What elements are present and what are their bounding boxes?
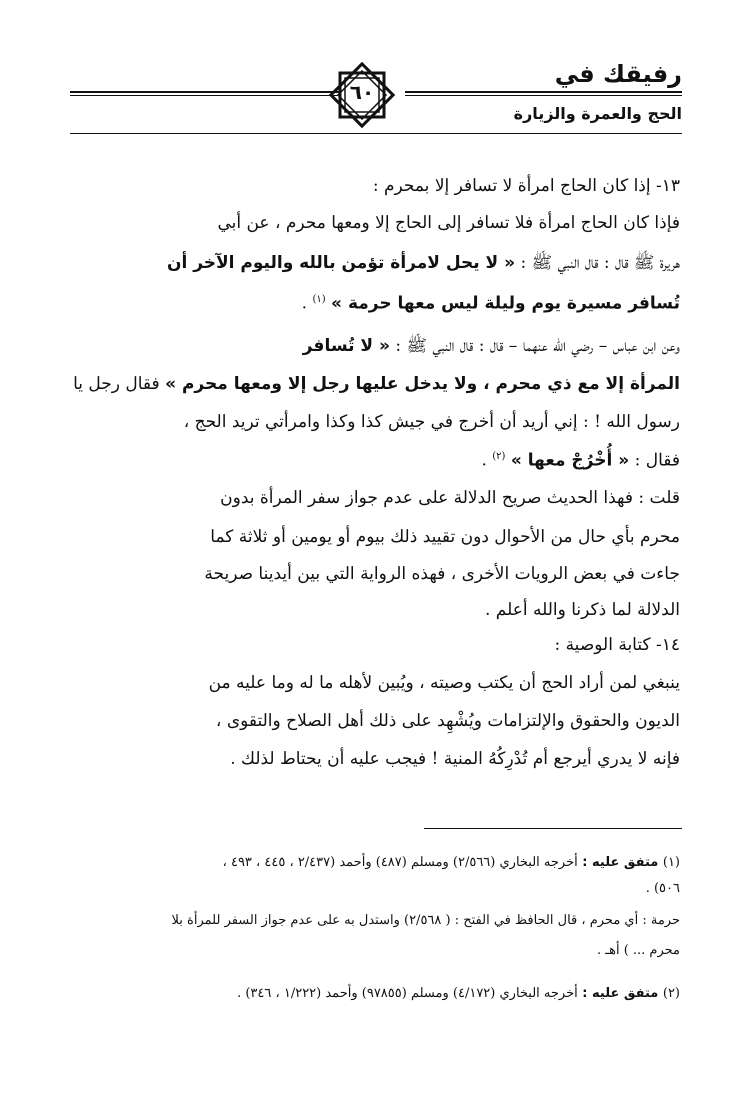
header-rule — [405, 95, 682, 96]
running-header-subtitle: الحج والعمرة والزيارة — [513, 104, 682, 123]
body-line — [303, 338, 680, 355]
footnote-ref: (٢) — [492, 451, 506, 462]
body-line — [167, 255, 680, 272]
body-line: قلت : فهذا الحديث صريح الدلالة على عدم جواز سفر المرأة بدون — [220, 488, 680, 508]
footnote-text: أخرجه البخاري (٢/٥٦٦) ومسلم (٤٨٧) وأحمد (٢/٤٣٧ ، ٤٤٥ ، ٤٩٣ ، — [222, 855, 578, 870]
body-line: رسول الله ! : إني أريد أن أخرج في جيش كذا وكذا وامرأتي تريد الحج ، — [183, 412, 680, 432]
footnote: ٥٠٦) . — [645, 881, 680, 896]
footnote-number: (٢) — [662, 986, 680, 1001]
running-header-title: رفيقك في — [554, 60, 682, 88]
text-span: هريرة ﷺ قال : قال النبي ﷺ : — [515, 253, 680, 273]
header-rule — [405, 91, 682, 93]
footnote-text: أخرجه البخاري (٤/١٧٢) ومسلم (٩٧٨٥٥) وأحمد (١/٢٢٢ ، ٣٤٦) . — [237, 986, 578, 1001]
hadith-quote: « لا تُسافر — [302, 336, 390, 356]
body-line: فإنه لا يدري أيرجع أم تُدْرِكُهُ المنية ! فيجب عليه أن يحتاط لذلك . — [230, 749, 680, 769]
body-line: الدلالة لما ذكرنا والله أعلم . — [484, 600, 680, 620]
footnote-ref: (١) — [312, 294, 326, 305]
footnote: حرمة : أي محرم ، قال الحافظ في الفتح : ( ٢/٥٦٨) واستدل به على عدم جواز السفر للمرأة بلا — [171, 913, 680, 928]
footnote-separator — [424, 828, 682, 829]
text-span: وعن ابن عباس – رضي الله عنهما – قال : قال النبي ﷺ : — [389, 336, 680, 356]
body-line: الديون والحقوق والإلتزامات ويُشْهِد على ذلك أهل الصلاح والتقوى ، — [215, 711, 680, 731]
text-span: فقال رجل يا — [73, 374, 166, 394]
hadith-quote: تُسافر مسيرة يوم وليلة ليس معها حرمة » — [331, 293, 680, 314]
footnote — [237, 986, 680, 1001]
hadith-quote: المرأة إلا مع ذي محرم ، ولا يدخل عليها رجل إلا ومعها محرم » — [165, 374, 680, 394]
text-span: فقال : — [629, 450, 680, 471]
footnote-number: (١) — [662, 855, 680, 870]
body-line: ينبغي لمن أراد الحج أن يكتب وصيته ، ويُبين لأهله ما له وما عليه من — [208, 673, 680, 693]
footnote — [223, 855, 680, 870]
body-line: تُسافر مسيرة يوم وليلة ليس معها حرمة » $^{(١)}$ . — [301, 293, 680, 314]
body-line: فإذا كان الحاج امرأة فلا تسافر إلى الحاج إلا ومعها محرم ، عن أبي — [217, 213, 680, 233]
footnote-label: متفق عليه : — [577, 855, 663, 870]
section-heading: ١٤- كتابة الوصية : — [554, 635, 680, 655]
body-line: جاءت في بعض الرويات الأخرى ، فهذه الرواية التي بين أيدينا صريحة — [204, 564, 680, 584]
header-rule — [70, 95, 347, 96]
body-line: محرم بأي حال من الأحوال دون تقييد ذلك بيوم أو يومين أو ثلاثة كما — [210, 527, 680, 547]
hadith-quote: « لا يحل لامرأة تؤمن بالله واليوم الآخر أن — [166, 253, 516, 273]
body-line: فقال : « أُخْرُجْ معها » $^{(٢)}$ . — [481, 450, 680, 471]
footnote-label: متفق عليه : — [577, 986, 663, 1001]
footnote: محرم ... ) أهـ . — [597, 943, 680, 958]
hadith-quote: « أُخْرُجْ معها » — [510, 450, 630, 471]
body-line — [73, 376, 680, 393]
section-heading: ١٣- إذا كان الحاج امرأة لا تسافر إلا بمحرم : — [372, 176, 680, 196]
page-number: ٦٠ — [349, 80, 375, 104]
header-rule — [70, 91, 347, 93]
